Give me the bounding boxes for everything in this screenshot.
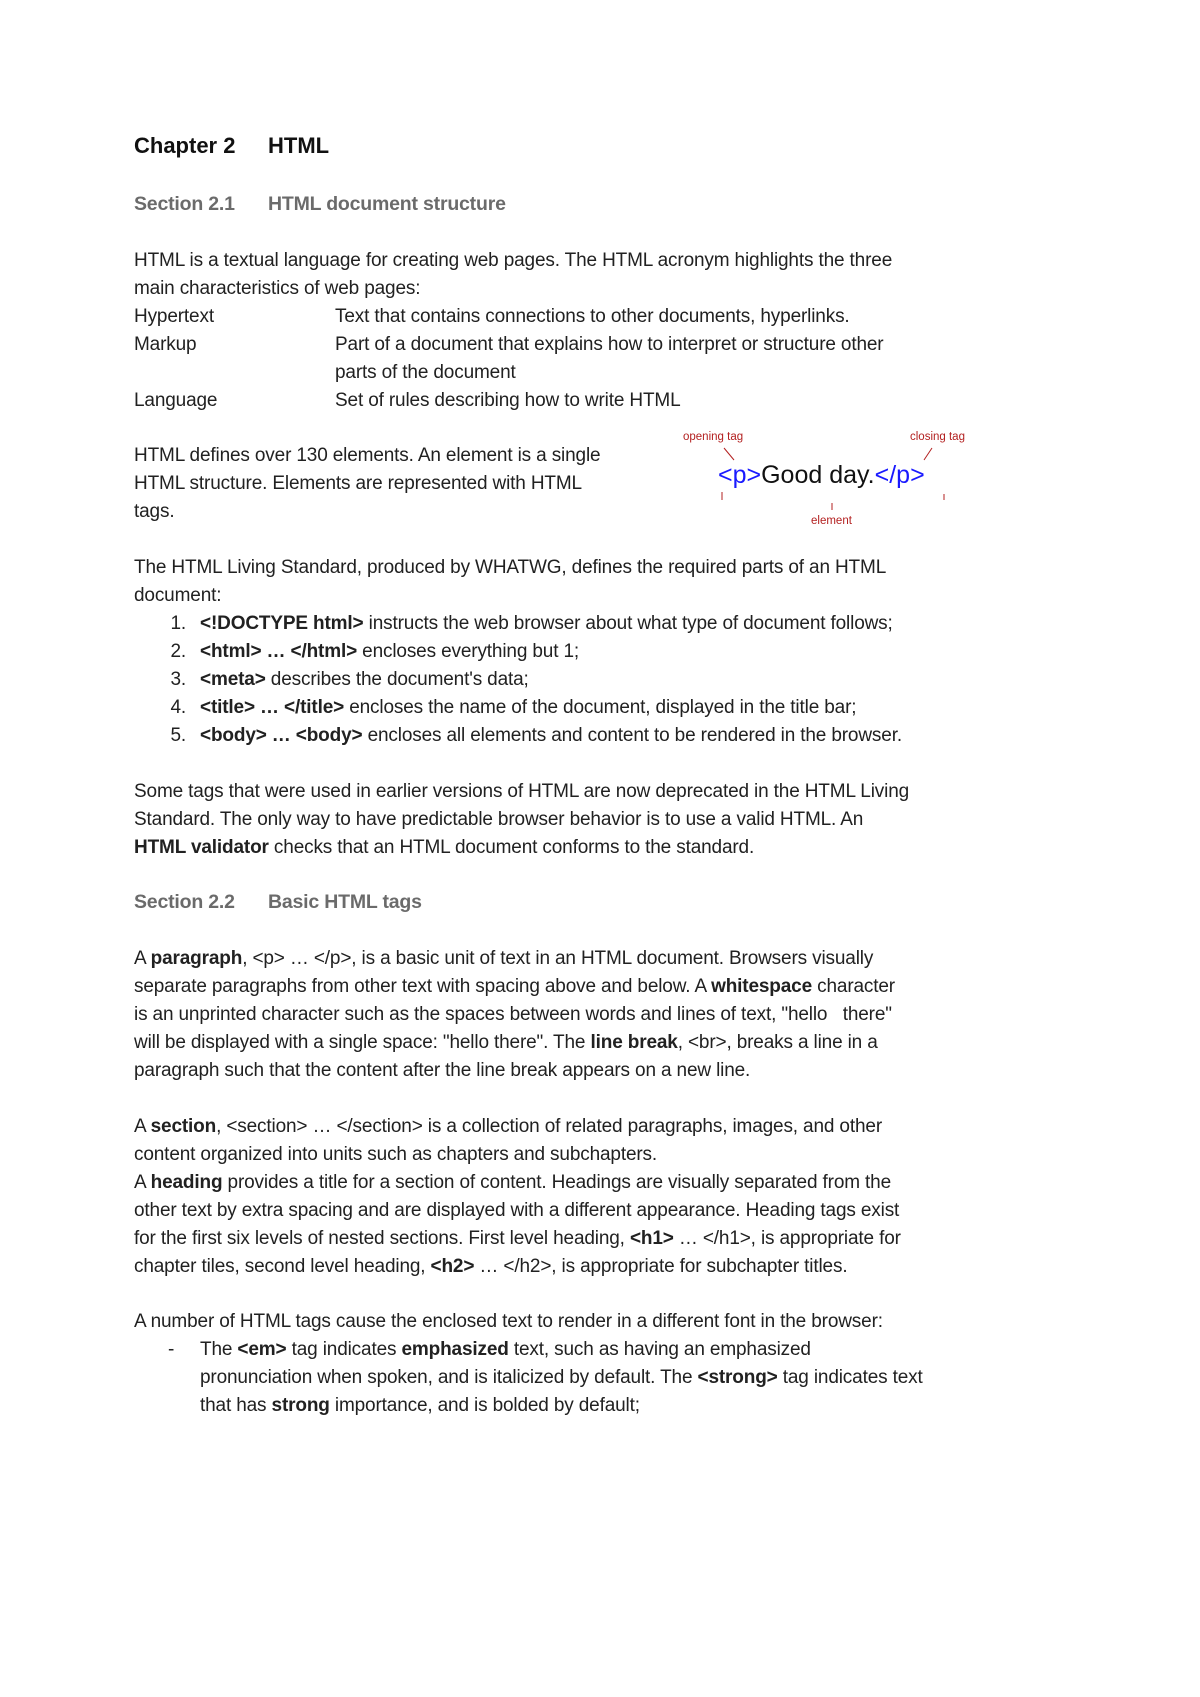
text-line xyxy=(134,1308,883,1336)
text-run: … </h1>, is appropriate for xyxy=(673,1228,901,1249)
text-run: The xyxy=(200,1339,238,1360)
text-line xyxy=(134,442,600,470)
definition-row xyxy=(134,359,994,387)
text-run: … </h2>, is appropriate for subchapter titles. xyxy=(474,1256,848,1277)
list-number: 2. xyxy=(170,641,186,662)
definition-row xyxy=(134,303,994,331)
definition-list xyxy=(134,303,994,415)
text-run: separate paragraphs from other text with spacing above and below. A xyxy=(134,976,712,997)
living-standard-paragraph xyxy=(134,554,886,610)
list-item xyxy=(134,638,1034,666)
text-run: character xyxy=(812,976,895,997)
list-text xyxy=(200,722,902,750)
text-run: , <section> … </section> is a collection of related paragraphs, images, and other xyxy=(216,1116,882,1137)
list-item xyxy=(134,694,1034,722)
text-run: tags. xyxy=(134,501,175,522)
list-text xyxy=(200,638,579,666)
font-tags-bullet xyxy=(134,1336,1034,1420)
text-line xyxy=(134,582,886,610)
text-line xyxy=(200,1392,1034,1420)
text-line xyxy=(134,834,909,862)
definition-term: Language xyxy=(134,390,218,411)
text-line xyxy=(134,806,909,834)
text-run: , <br>, breaks a line in a xyxy=(677,1032,878,1053)
bold-term: HTML validator xyxy=(134,837,269,858)
section-heading-paragraph xyxy=(134,1113,901,1281)
bold-term: strong xyxy=(271,1395,330,1416)
bold-term: <h1> xyxy=(629,1228,674,1249)
bold-term: <title> … </title> xyxy=(200,697,345,718)
bold-term: paragraph xyxy=(150,948,243,969)
text-line xyxy=(134,945,895,973)
definition-term: Hypertext xyxy=(134,306,214,327)
text-line xyxy=(134,1001,895,1029)
close-tag: </p> xyxy=(874,461,925,489)
section-heading xyxy=(134,891,422,914)
text-run: A xyxy=(134,948,151,969)
list-text xyxy=(200,610,893,638)
definition-text: Text that contains connections to other documents, hyperlinks. xyxy=(335,306,850,327)
bold-term: <em> xyxy=(237,1339,287,1360)
text-line xyxy=(134,498,600,526)
list-item xyxy=(134,610,1034,638)
closing-tag-label: closing tag xyxy=(910,431,965,443)
bullet-marker: - xyxy=(168,1339,175,1360)
text-run: main characteristics of web pages: xyxy=(134,278,421,299)
text-line xyxy=(134,1197,901,1225)
text-line xyxy=(200,722,902,750)
text-run: A number of HTML tags cause the enclosed text to render in a different font in the browser: xyxy=(134,1311,883,1332)
list-text xyxy=(200,666,529,694)
text-run: tag indicates xyxy=(286,1339,402,1360)
text-run: will be displayed with a single space: "hello there". The xyxy=(134,1032,591,1053)
text-run: importance, and is bolded by default; xyxy=(329,1395,640,1416)
definition-row xyxy=(134,387,994,415)
text-run: A xyxy=(134,1116,151,1137)
text-run: checks that an HTML document conforms to the standard. xyxy=(268,837,755,858)
text-run: for the first six levels of nested sections. First level heading, xyxy=(134,1228,630,1249)
element-content: Good day. xyxy=(761,461,875,489)
text-line xyxy=(134,1225,901,1253)
section-title: HTML document structure xyxy=(268,193,506,215)
text-run: HTML defines over 130 elements. An element is a single xyxy=(134,445,601,466)
definition-text: Set of rules describing how to write HTML xyxy=(335,390,681,411)
text-line xyxy=(200,666,529,694)
text-run: Standard. The only way to have predictable browser behavior is to use a valid HTML. An xyxy=(134,809,864,830)
bold-term: <meta> xyxy=(200,669,266,690)
bold-term: section xyxy=(150,1116,217,1137)
text-run: encloses everything but 1; xyxy=(357,641,580,662)
list-item xyxy=(134,722,1034,750)
element-diagram xyxy=(680,428,980,533)
text-run: that has xyxy=(200,1395,272,1416)
text-run: tag indicates text xyxy=(777,1367,923,1388)
text-line xyxy=(134,1169,901,1197)
paragraph-paragraph xyxy=(134,945,895,1085)
text-run: Some tags that were used in earlier versions of HTML are now deprecated in the HTML Living xyxy=(134,781,910,802)
text-line xyxy=(134,1253,901,1281)
bold-term: <strong> xyxy=(697,1367,778,1388)
definition-text: Part of a document that explains how to interpret or structure other xyxy=(335,334,884,355)
text-line xyxy=(134,1029,895,1057)
section-number: Section 2.1 xyxy=(134,193,235,215)
text-run: describes the document's data; xyxy=(265,669,529,690)
font-tags-paragraph xyxy=(134,1308,883,1336)
list-number: 4. xyxy=(170,697,186,718)
element-label: element xyxy=(811,515,852,527)
required-parts-list xyxy=(134,610,1034,750)
text-run: HTML is a textual language for creating web pages. The HTML acronym highlights the three xyxy=(134,250,893,271)
list-item xyxy=(134,666,1034,694)
list-number: 5. xyxy=(170,725,186,746)
bold-term: <html> … </html> xyxy=(200,641,358,662)
bullet-text xyxy=(200,1336,1034,1420)
bold-term: whitespace xyxy=(711,976,812,997)
list-number: 3. xyxy=(170,669,186,690)
text-line xyxy=(200,1364,1034,1392)
deprecated-paragraph xyxy=(134,778,909,862)
text-run: encloses the name of the document, displayed in the title bar; xyxy=(344,697,857,718)
code-example xyxy=(718,461,925,490)
bold-term: <h2> xyxy=(430,1256,475,1277)
text-run: instructs the web browser about what type of document follows; xyxy=(363,613,893,634)
definition-term: Markup xyxy=(134,334,197,355)
text-line xyxy=(134,1141,901,1169)
section-heading xyxy=(134,193,506,216)
chapter-title: HTML xyxy=(268,133,330,158)
text-run: pronunciation when spoken, and is italicized by default. The xyxy=(200,1367,698,1388)
bold-term: <body> … <body> xyxy=(200,725,363,746)
bold-term: <!DOCTYPE html> xyxy=(200,613,364,634)
definition-row xyxy=(134,331,994,359)
text-line xyxy=(134,1057,895,1085)
open-tag: <p> xyxy=(718,461,762,489)
opening-tag-label: opening tag xyxy=(683,431,744,443)
definition-text: parts of the document xyxy=(335,362,516,383)
bold-term: line break xyxy=(590,1032,678,1053)
text-run: The HTML Living Standard, produced by WHATWG, defines the required parts of an HTML xyxy=(134,557,887,578)
text-run: encloses all elements and content to be rendered in the browser. xyxy=(362,725,902,746)
text-line xyxy=(200,638,579,666)
text-line xyxy=(200,610,893,638)
text-run: document: xyxy=(134,585,222,606)
text-line xyxy=(134,1113,901,1141)
text-line xyxy=(134,247,892,275)
text-line xyxy=(200,1336,1034,1364)
text-run: content organized into units such as chapters and subchapters. xyxy=(134,1144,658,1165)
text-run: other text by extra spacing and are displayed with a different appearance. Heading tags exist xyxy=(134,1200,900,1221)
text-line xyxy=(134,973,895,1001)
list-text xyxy=(200,694,856,722)
bold-term: heading xyxy=(150,1172,223,1193)
intro-paragraph xyxy=(134,247,892,303)
text-run: is an unprinted character such as the spaces between words and lines of text, "hello there" xyxy=(134,1004,892,1025)
text-run: paragraph such that the content after the line break appears on a new line. xyxy=(134,1060,751,1081)
chapter-number: Chapter 2 xyxy=(134,133,236,158)
text-run: text, such as having an emphasized xyxy=(508,1339,811,1360)
text-line xyxy=(134,470,600,498)
list-number: 1. xyxy=(170,613,186,634)
elements-paragraph xyxy=(134,442,600,526)
text-run: HTML structure. Elements are represented with HTML xyxy=(134,473,582,494)
bold-term: emphasized xyxy=(401,1339,509,1360)
text-run: provides a title for a section of content. Headings are visually separated from the xyxy=(222,1172,892,1193)
text-line xyxy=(134,778,909,806)
text-line xyxy=(134,275,892,303)
chapter-heading xyxy=(134,133,329,159)
text-run: , <p> … </p>, is a basic unit of text in an HTML document. Browsers visually xyxy=(242,948,874,969)
text-line xyxy=(134,554,886,582)
section-number: Section 2.2 xyxy=(134,891,235,913)
text-run: A xyxy=(134,1172,151,1193)
text-run: chapter tiles, second level heading, xyxy=(134,1256,431,1277)
text-line xyxy=(200,694,856,722)
section-title: Basic HTML tags xyxy=(268,891,422,913)
